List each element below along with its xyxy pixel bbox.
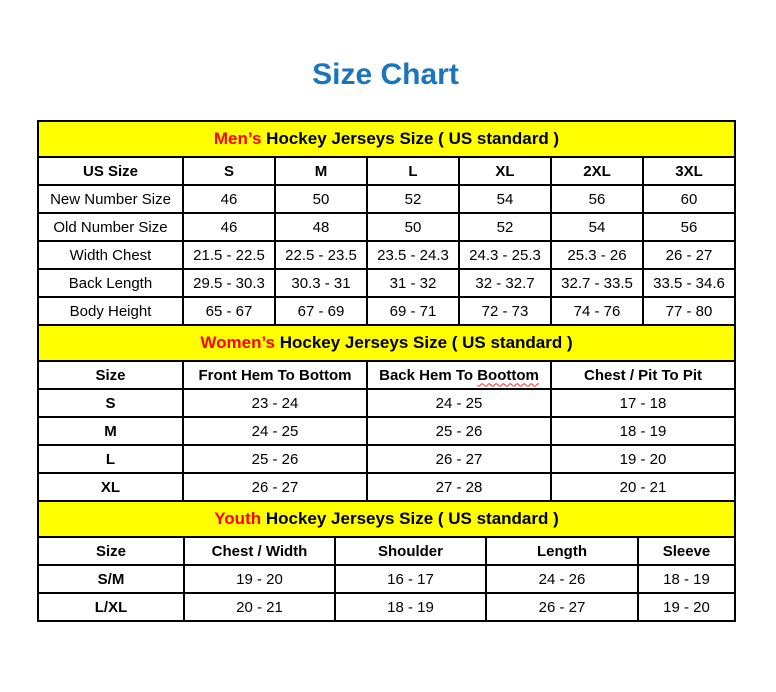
column-header-cell: Size <box>38 361 183 389</box>
data-cell: 32.7 - 33.5 <box>551 269 643 297</box>
table-row <box>38 565 735 593</box>
row-header-cell: S/M <box>38 565 184 593</box>
row-header-cell: Body Height <box>38 297 183 325</box>
column-header-cell: Front Hem To Bottom <box>183 361 367 389</box>
data-cell: 50 <box>275 185 367 213</box>
data-cell: 33.5 - 34.6 <box>643 269 735 297</box>
data-cell: 56 <box>643 213 735 241</box>
misspelled-word-squiggle: Boottom <box>477 366 539 384</box>
data-cell: 56 <box>551 185 643 213</box>
table-row <box>38 297 735 325</box>
data-cell: 24 - 25 <box>183 417 367 445</box>
data-cell: 29.5 - 30.3 <box>183 269 275 297</box>
data-cell: 67 - 69 <box>275 297 367 325</box>
column-header-cell: S <box>183 157 275 185</box>
table-row <box>38 185 735 213</box>
data-cell: 20 - 21 <box>551 473 735 501</box>
column-header-cell: Chest / Width <box>184 537 335 565</box>
column-header-cell: Shoulder <box>335 537 486 565</box>
mens-size-table <box>37 120 736 326</box>
mens-header-row <box>38 157 735 185</box>
data-cell: 54 <box>459 185 551 213</box>
youth-band-row <box>38 501 735 537</box>
data-cell: 25 - 26 <box>367 417 551 445</box>
row-header-cell: XL <box>38 473 183 501</box>
data-cell: 18 - 19 <box>638 565 735 593</box>
column-header-cell: M <box>275 157 367 185</box>
data-cell: 19 - 20 <box>551 445 735 473</box>
page-header <box>37 0 734 92</box>
data-cell: 24 - 25 <box>367 389 551 417</box>
column-header-cell <box>367 361 551 389</box>
data-cell: 60 <box>643 185 735 213</box>
data-cell: 19 - 20 <box>638 593 735 621</box>
data-cell: 25 - 26 <box>183 445 367 473</box>
data-cell: 54 <box>551 213 643 241</box>
column-header-cell: XL <box>459 157 551 185</box>
youth-band-cell <box>38 501 735 537</box>
table-row <box>38 213 735 241</box>
data-cell: 50 <box>367 213 459 241</box>
data-cell: 21.5 - 22.5 <box>183 241 275 269</box>
table-row <box>38 445 735 473</box>
column-header-cell: 2XL <box>551 157 643 185</box>
data-cell: 30.3 - 31 <box>275 269 367 297</box>
row-header-cell: Back Length <box>38 269 183 297</box>
mens-band-row <box>38 121 735 157</box>
youth-size-table <box>37 500 736 622</box>
womens-band-cell <box>38 325 735 361</box>
data-cell: 26 - 27 <box>643 241 735 269</box>
data-cell: 52 <box>459 213 551 241</box>
data-cell: 26 - 27 <box>183 473 367 501</box>
data-cell: 17 - 18 <box>551 389 735 417</box>
data-cell: 23.5 - 24.3 <box>367 241 459 269</box>
column-header-cell: Chest / Pit To Pit <box>551 361 735 389</box>
womens-header-row <box>38 361 735 389</box>
data-cell: 32 - 32.7 <box>459 269 551 297</box>
data-cell: 18 - 19 <box>335 593 486 621</box>
data-cell: 26 - 27 <box>486 593 638 621</box>
row-header-cell: New Number Size <box>38 185 183 213</box>
mens-band-red-word: Men’s <box>213 129 262 148</box>
data-cell: 24.3 - 25.3 <box>459 241 551 269</box>
row-header-cell: L/XL <box>38 593 184 621</box>
data-cell: 25.3 - 26 <box>551 241 643 269</box>
data-cell: 74 - 76 <box>551 297 643 325</box>
data-cell: 46 <box>183 185 275 213</box>
column-header-cell: Size <box>38 537 184 565</box>
row-header-cell: M <box>38 417 183 445</box>
youth-band-red-word: Youth <box>214 509 262 528</box>
mens-band-title-text: Hockey Jerseys Size ( US standard ) <box>266 129 560 148</box>
table-row <box>38 269 735 297</box>
womens-band-title-text: Hockey Jerseys Size ( US standard ) <box>279 333 573 352</box>
womens-size-table <box>37 324 736 502</box>
data-cell: 52 <box>367 185 459 213</box>
table-row <box>38 389 735 417</box>
womens-band-red-word: Women’s <box>200 333 275 352</box>
table-row <box>38 593 735 621</box>
data-cell: 20 - 21 <box>184 593 335 621</box>
data-cell: 69 - 71 <box>367 297 459 325</box>
data-cell: 22.5 - 23.5 <box>275 241 367 269</box>
data-cell: 72 - 73 <box>459 297 551 325</box>
page-title: Size Chart <box>312 58 459 91</box>
table-row <box>38 241 735 269</box>
row-header-cell: L <box>38 445 183 473</box>
data-cell: 24 - 26 <box>486 565 638 593</box>
row-header-cell: S <box>38 389 183 417</box>
data-cell: 19 - 20 <box>184 565 335 593</box>
table-row <box>38 473 735 501</box>
size-tables <box>37 120 734 622</box>
column-header-cell: Sleeve <box>638 537 735 565</box>
column-header-cell: US Size <box>38 157 183 185</box>
column-header-cell: Length <box>486 537 638 565</box>
data-cell: 27 - 28 <box>367 473 551 501</box>
data-cell: 23 - 24 <box>183 389 367 417</box>
data-cell: 31 - 32 <box>367 269 459 297</box>
mens-band-cell <box>38 121 735 157</box>
row-header-cell: Old Number Size <box>38 213 183 241</box>
data-cell: 26 - 27 <box>367 445 551 473</box>
data-cell: 77 - 80 <box>643 297 735 325</box>
youth-header-row <box>38 537 735 565</box>
womens-band-row <box>38 325 735 361</box>
data-cell: 48 <box>275 213 367 241</box>
table-row <box>38 417 735 445</box>
data-cell: 16 - 17 <box>335 565 486 593</box>
youth-band-title-text: Hockey Jerseys Size ( US standard ) <box>265 509 559 528</box>
data-cell: 65 - 67 <box>183 297 275 325</box>
column-header-cell: 3XL <box>643 157 735 185</box>
data-cell: 18 - 19 <box>551 417 735 445</box>
data-cell: 46 <box>183 213 275 241</box>
row-header-cell: Width Chest <box>38 241 183 269</box>
column-header-cell: L <box>367 157 459 185</box>
back-hem-label: Back Hem To <box>379 366 474 384</box>
